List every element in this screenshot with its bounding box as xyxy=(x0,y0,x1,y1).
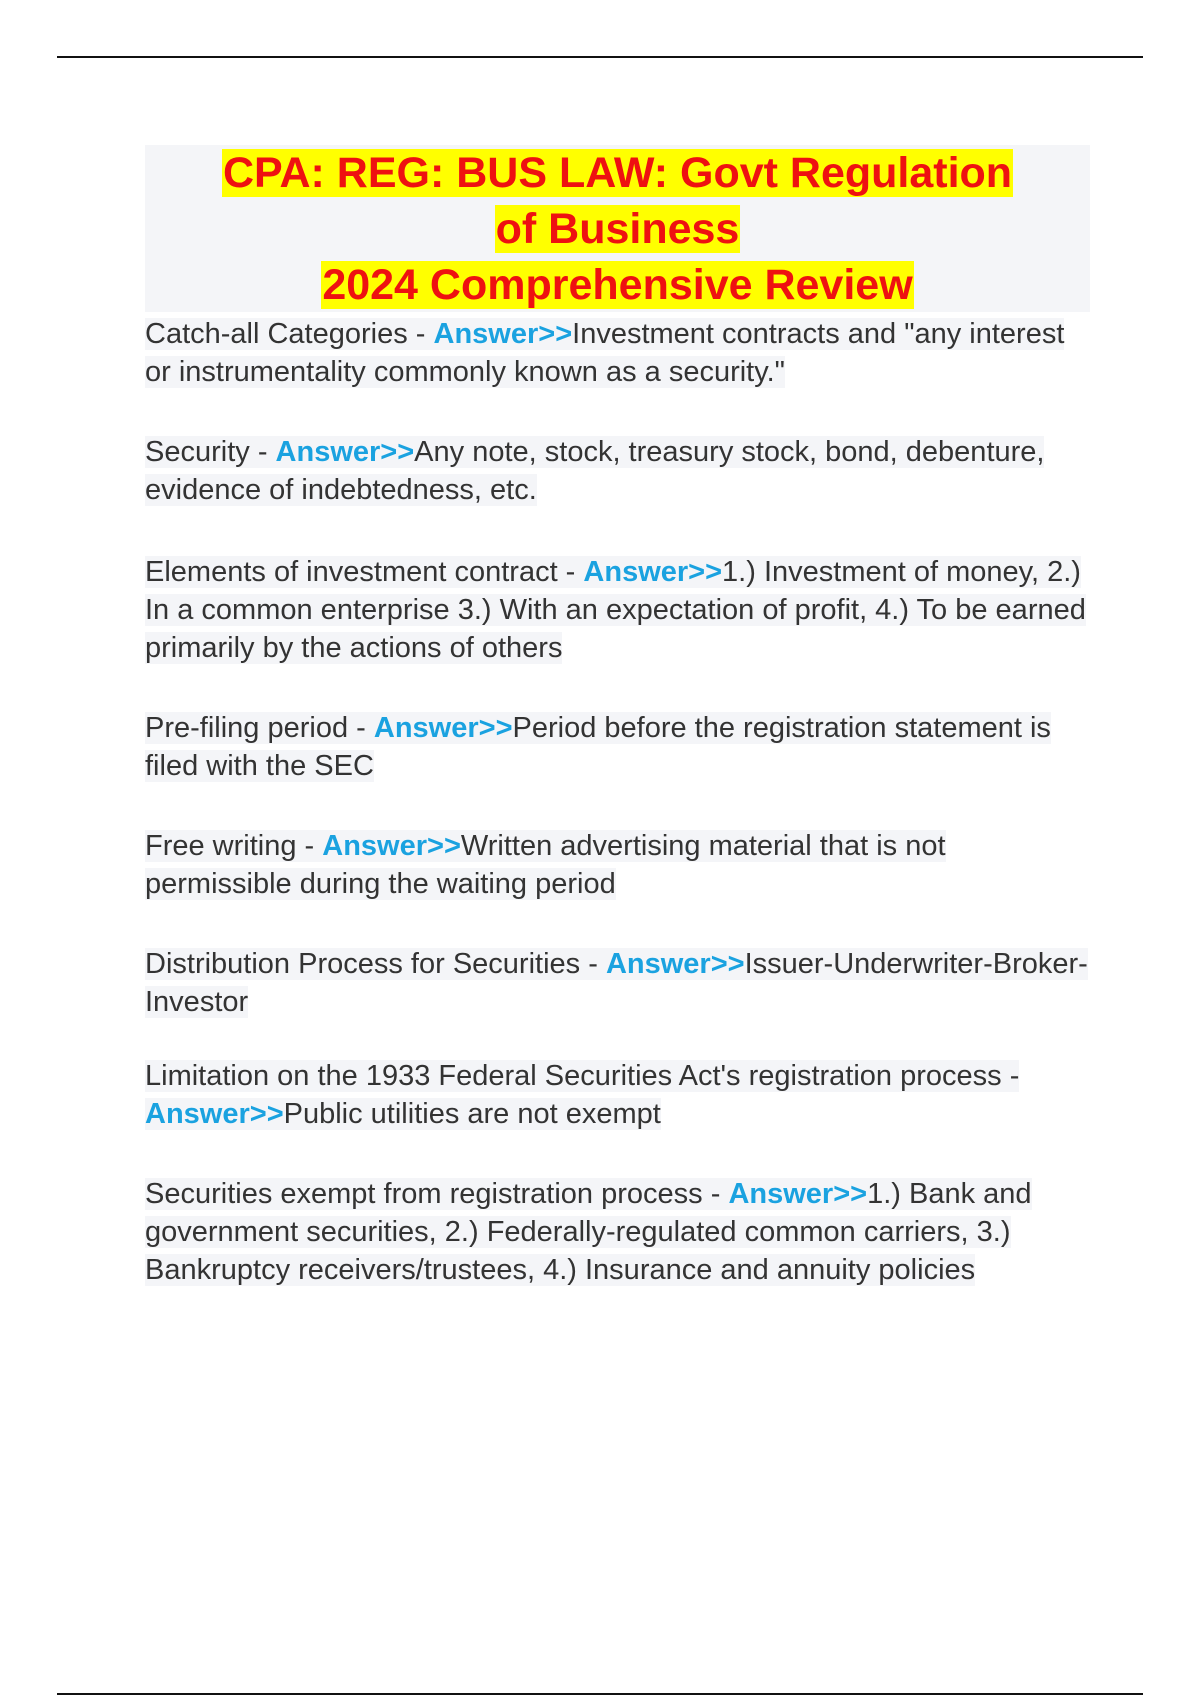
qa-item-pre-filing xyxy=(145,709,1090,785)
answer-marker: Answer>> xyxy=(373,712,513,744)
qa-item-1933-act-limitation xyxy=(145,1057,1090,1133)
answer-marker: Answer>> xyxy=(583,556,723,588)
bottom-rule xyxy=(57,1693,1143,1695)
qa-answer: Period before the registration statement is filed with the SEC xyxy=(145,712,1051,782)
qa-term: Security - xyxy=(145,436,276,468)
qa-item-security xyxy=(145,433,1090,509)
qa-answer: Any note, stock, treasury stock, bond, debenture, evidence of indebtedness, etc. xyxy=(145,436,1045,506)
qa-term: Catch-all Categories - xyxy=(145,318,434,350)
qa-answer: Investment contracts and "any interest or instrumentality commonly known as a security." xyxy=(145,318,1065,388)
qa-item-distribution-process xyxy=(145,945,1090,1021)
answer-marker: Answer>> xyxy=(728,1178,868,1210)
title-line-3: 2024 Comprehensive Review xyxy=(322,261,913,309)
qa-term: Limitation on the 1933 Federal Securities Act's registration process - xyxy=(145,1060,1020,1092)
qa-term: Elements of investment contract - xyxy=(145,556,584,588)
qa-item-catch-all xyxy=(145,315,1090,391)
qa-answer: 1.) Bank and government securities, 2.) Federally-regulated common carriers, 3.) Bankruptcy receivers/trustees, 4.) Insurance and annuity policies xyxy=(145,1178,1032,1286)
qa-answer: Issuer-Underwriter-Broker-Investor xyxy=(145,948,1088,1018)
qa-list xyxy=(145,315,1090,1289)
qa-term: Distribution Process for Securities - xyxy=(145,948,606,980)
qa-answer: Written advertising material that is not permissible during the waiting period xyxy=(145,830,946,900)
answer-marker: Answer>> xyxy=(433,318,573,350)
title-line-1: CPA: REG: BUS LAW: Govt Regulation xyxy=(222,149,1013,197)
qa-item-free-writing xyxy=(145,827,1090,903)
qa-term: Pre-filing period - xyxy=(145,712,374,744)
answer-marker: Answer>> xyxy=(322,830,461,862)
qa-item-investment-contract xyxy=(145,553,1090,667)
title-line-2: of Business xyxy=(495,205,740,253)
qa-answer: 1.) Investment of money, 2.) In a common enterprise 3.) With an expectation of profit, 4.) To be earned primarily by the actions of others xyxy=(145,556,1086,664)
qa-answer: Public utilities are not exempt xyxy=(283,1098,661,1130)
qa-item-exempt-securities xyxy=(145,1175,1090,1289)
qa-term: Free writing - xyxy=(145,830,323,862)
qa-term: Securities exempt from registration process - xyxy=(145,1178,729,1210)
document-title xyxy=(145,145,1090,312)
answer-marker: Answer>> xyxy=(145,1098,284,1130)
top-rule xyxy=(57,56,1143,58)
answer-marker: Answer>> xyxy=(275,436,415,468)
answer-marker: Answer>> xyxy=(605,948,745,980)
